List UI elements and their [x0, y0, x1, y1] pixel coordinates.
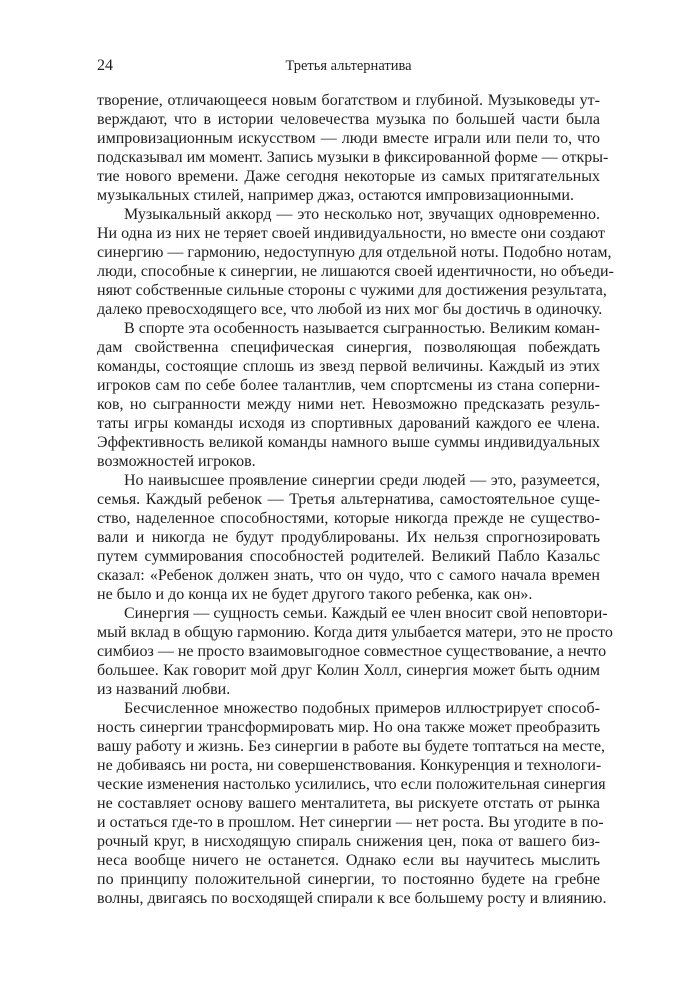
running-title: Третья альтернатива	[285, 58, 412, 74]
page-number: 24	[97, 57, 113, 74]
text-line: творение, отличающееся новым богатством и глубиной. Музыковеды ут-	[97, 92, 600, 109]
page-header	[97, 57, 600, 79]
paragraph	[97, 205, 614, 319]
text-line: путем суммирования способностей родителей. Великий Пабло Казальс	[97, 548, 600, 565]
text-line: дам свойственна специфическая синергия, позволяющая побеждать	[97, 339, 600, 356]
text-line: большее. Как говорит мой друг Колин Холл, синергия может быть одним	[97, 662, 600, 679]
text-line: Но наивысшее проявление синергии среди людей — это, разумеется,	[124, 472, 600, 489]
text-line: мый вклад в общую гармонию. Когда дитя улыбается матери, это не просто	[97, 624, 613, 641]
text-line: не составляет основу вашего менталитета, вы рискуете отстать от рынка	[97, 795, 600, 812]
text-line: и остаться где-то в прошлом. Нет синергии — нет роста. Вы угодите в по-	[97, 814, 604, 831]
text-line: импровизационным искусством — люди вместе играли или пели то, что	[97, 130, 600, 147]
text-line: музыкальных стилей, например джаз, остаются импровизационными.	[97, 187, 574, 204]
text-line: ность синергии трансформировать мир. Но она также может преобразить	[97, 719, 600, 736]
text-line: вашу работу и жизнь. Без синергии в работе вы будете топтаться на месте,	[97, 738, 606, 755]
text-line: игроков сам по себе более талантлив, чем спортсмены из стана соперни-	[97, 377, 600, 394]
text-line: Ни одна из них не теряет своей индивидуальности, но вместе они создают	[97, 225, 605, 242]
text-line: Эффективность великой команды намного выше суммы индивидуальных	[97, 434, 600, 451]
text-line: Синергия — сущность семьи. Каждый ее член вносит свой неповтори-	[124, 605, 608, 622]
paragraph	[97, 91, 609, 205]
text-line: таты игры команды исходя из спортивных дарований каждого ее члена.	[97, 415, 600, 432]
text-line: люди, способные к синергии, не лишаются своей идентичности, но объеди-	[97, 263, 614, 280]
text-line: возможностей игроков.	[97, 453, 256, 470]
text-line: вали и никогда не будут продублированы. Их нельзя спрогнозировать	[97, 529, 600, 546]
text-line: подсказывал им момент. Запись музыки в фиксированной форме — откры-	[97, 149, 609, 166]
text-line: сказал: «Ребенок должен знать, что он чудо, что с самого начала времен	[97, 567, 600, 584]
text-line: команды, состоящие сплошь из звезд первой величины. Каждый из этих	[97, 358, 600, 375]
text-line: далеко превосходящего все, что любой из них мог бы достичь в одиночку.	[97, 301, 603, 318]
text-line: неса вообще ничего не останется. Однако если вы научитесь мыслить	[97, 852, 600, 869]
paragraph	[97, 604, 613, 699]
text-line: няют собственные сильные стороны с чужими для достижения результата,	[97, 282, 607, 299]
text-line: рочный круг, в нисходящую спираль снижения цен, пока от вашего биз-	[97, 833, 600, 850]
paragraph	[97, 699, 607, 908]
text-line: ков, но сыгранности между ними нет. Невозможно предсказать резуль-	[97, 396, 600, 413]
text-line: волны, двигаясь по восходящей спирали к все большему росту и влиянию.	[97, 890, 607, 907]
text-line: семья. Каждый ребенок — Третья альтернатива, самостоятельное суще-	[97, 491, 600, 508]
text-line: не добиваясь ни роста, ни совершенствования. Конкуренция и технологи-	[97, 757, 602, 774]
text-line: тие нового времени. Даже сегодня некоторые из самых притягательных	[97, 168, 600, 185]
paragraph	[97, 319, 600, 471]
text-line: В спорте эта особенность называется сыгранностью. Великим коман-	[124, 320, 600, 337]
text-line: ческие изменения настолько усилились, что если положительная синергия	[97, 776, 606, 793]
text-line: по принципу положительной синергии, то постоянно будете на гребне	[97, 871, 600, 888]
paragraph	[97, 471, 600, 604]
page-body	[97, 91, 614, 908]
text-line: Бесчисленное множество подобных примеров иллюстрирует способ-	[124, 700, 600, 717]
text-line: верждают, что в истории человечества музыка по большей части была	[97, 111, 600, 128]
text-line: из названий любви.	[97, 681, 231, 698]
text-line: симбиоз — не просто взаимовыгодное совместное существование, а нечто	[97, 643, 607, 660]
text-line: Музыкальный аккорд — это несколько нот, звучащих одновременно.	[124, 206, 600, 223]
text-line: синергию — гармонию, недоступную для отдельной ноты. Подобно нотам,	[97, 244, 612, 261]
text-line: ство, наделенное способностями, которые никогда прежде не существо-	[97, 510, 600, 527]
text-line: не было и до конца их не будет другого такого ребенка, как он».	[97, 586, 533, 603]
